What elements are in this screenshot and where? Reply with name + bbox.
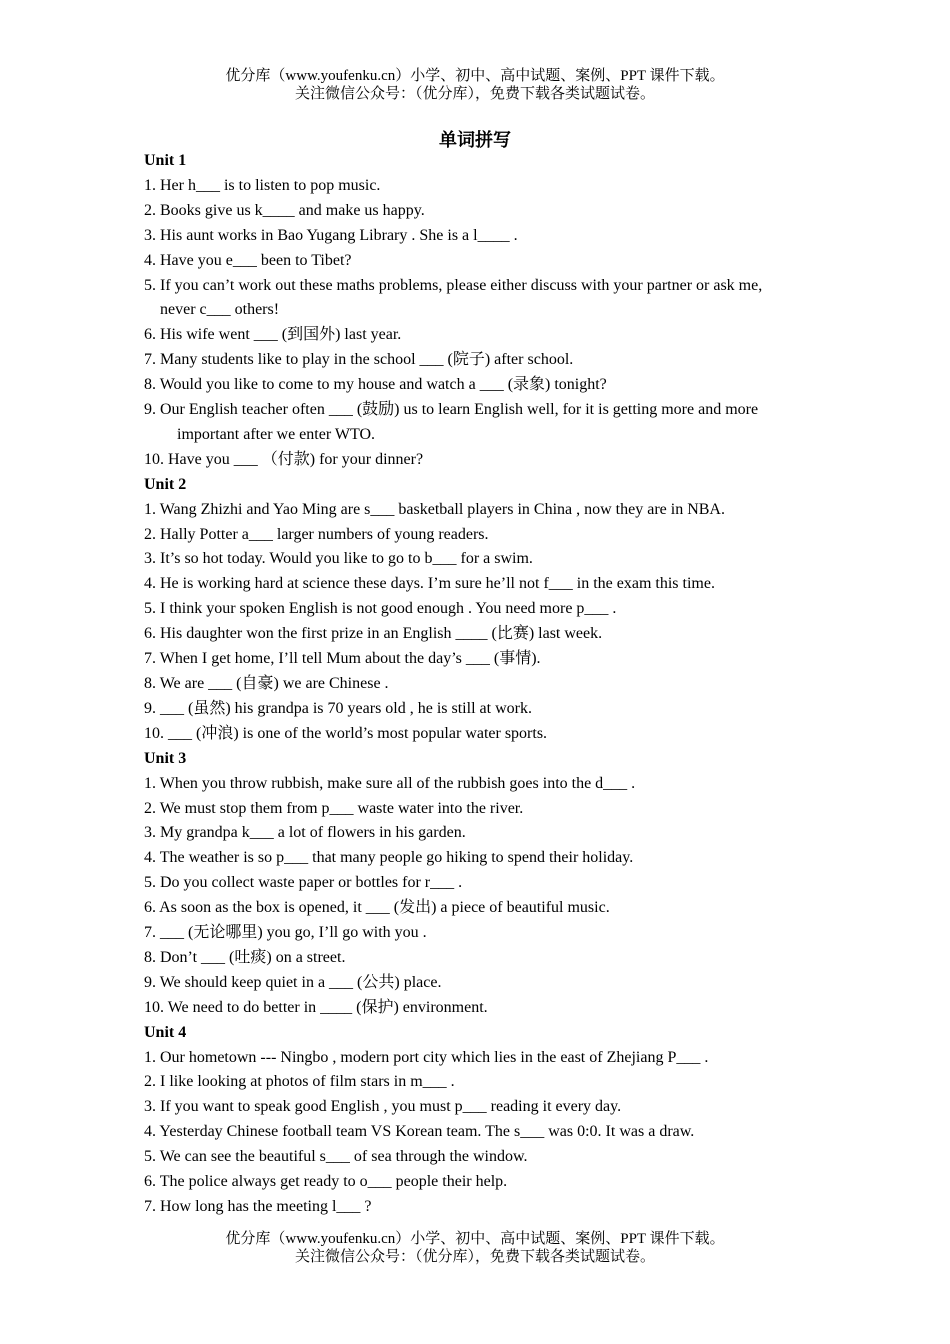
exercise-text: 4. The weather is so p___ that many people go hiking to spend their holiday. <box>144 849 634 867</box>
exercise-text: 5. I think your spoken English is not good enough . You need more p___ . <box>144 600 617 618</box>
exercise-text: 10. ___ (冲浪) is one of the world’s most popular water sports. <box>144 724 548 742</box>
exercise-item <box>144 622 824 647</box>
exercise-text: 7. ___ (无论哪里) you go, I’ll go with you . <box>144 924 427 942</box>
exercise-item <box>144 672 824 697</box>
exercise-item <box>144 896 824 921</box>
exercise-item <box>144 1120 824 1145</box>
exercise-item <box>144 498 824 523</box>
exercise-item <box>144 323 824 348</box>
exercise-text: 8. Don’t ___ (吐痰) on a street. <box>144 948 346 966</box>
exercise-text: 8. Would you like to come to my house and watch a ___ (录象) tonight? <box>144 376 607 394</box>
exercise-text: 6. His daughter won the first prize in an English ____ (比赛) last week. <box>144 625 603 643</box>
exercise-item <box>144 946 824 971</box>
exercise-item <box>144 373 824 398</box>
exercise-text: 5. If you can’t work out these maths problems, please either discuss with your partner or ask me, <box>144 276 763 294</box>
exercise-text: 4. Have you e___ been to Tibet? <box>144 251 352 269</box>
exercise-text: 1. Our hometown --- Ningbo , modern port city which lies in the east of Zhejiang P___ . <box>144 1048 709 1066</box>
header-line-2: 关注微信公众号：（优分库），免费下载各类试题试卷。 <box>294 86 655 102</box>
exercise-text: 9. ___ (虽然) his grandpa is 70 years old , he is still at work. <box>144 699 532 717</box>
exercise-text: 2. We must stop them from p___ waste water into the river. <box>144 799 524 817</box>
exercise-text: 6. As soon as the box is opened, it ___ (发出) a piece of beautiful music. <box>144 899 610 917</box>
exercise-text: 6. His wife went ___ (到国外) last year. <box>144 326 402 344</box>
exercise-text: 7. How long has the meeting l___ ? <box>144 1198 372 1215</box>
exercise-text: 9. Our English teacher often ___ (鼓励) us to learn English well, for it is getting more and more <box>144 401 759 419</box>
footer-line-1: 优分库（www.youfenku.cn）小学、初中、高中试题、案例、PPT 课件下载。 <box>225 1231 725 1247</box>
footer-line-2: 关注微信公众号：（优分库），免费下载各类试题试卷。 <box>294 1249 655 1265</box>
exercise-text: 4. He is working hard at science these days. I’m sure he’ll not f___ in the exam this time. <box>144 575 715 593</box>
exercise-item <box>144 846 824 871</box>
exercise-item <box>144 1070 824 1095</box>
unit-heading: Unit 2 <box>144 475 187 493</box>
header-line-1: 优分库（www.youfenku.cn）小学、初中、高中试题、案例、PPT 课件下载。 <box>225 68 725 84</box>
exercise-text: 2. Hally Potter a___ larger numbers of young readers. <box>144 525 489 543</box>
exercise-item <box>144 224 824 249</box>
exercise-text: 1. When you throw rubbish, make sure all of the rubbish goes into the d___ . <box>144 774 636 792</box>
exercise-text: 3. My grandpa k___ a lot of flowers in his garden. <box>144 824 466 842</box>
unit-heading: Unit 1 <box>144 152 187 169</box>
exercise-item <box>144 697 824 722</box>
exercise-list <box>144 149 824 1220</box>
exercise-item <box>144 772 824 797</box>
exercise-text: 2. I like looking at photos of film stars in m___ . <box>144 1073 455 1091</box>
exercise-item <box>144 722 824 747</box>
exercise-text: 4. Yesterday Chinese football team VS Korean team. The s___ was 0:0. It was a draw. <box>144 1123 695 1141</box>
exercise-text-continuation: important after we enter WTO. <box>177 425 375 443</box>
exercise-text: 8. We are ___ (自豪) we are Chinese . <box>144 675 389 692</box>
exercise-text: 10. Have you ___ （付款) for your dinner? <box>144 450 424 468</box>
exercise-item <box>144 871 824 896</box>
exercise-item <box>144 398 824 448</box>
page-header <box>0 67 950 103</box>
exercise-item <box>144 523 824 548</box>
exercise-text-continuation: never c___ others! <box>160 301 280 319</box>
unit-heading: Unit 3 <box>144 749 187 767</box>
exercise-text: 2. Books give us k____ and make us happy. <box>144 201 425 219</box>
exercise-text: 10. We need to do better in ____ (保护) environment. <box>144 998 488 1016</box>
exercise-item <box>144 821 824 846</box>
exercise-text: 9. We should keep quiet in a ___ (公共) place. <box>144 973 442 991</box>
exercise-item <box>144 1046 824 1071</box>
exercise-text: 3. It’s so hot today. Would you like to go to b___ for a swim. <box>144 550 533 568</box>
exercise-text: 7. Many students like to play in the school ___ (院子) after school. <box>144 351 574 369</box>
exercise-item <box>144 572 824 597</box>
exercise-item <box>144 971 824 996</box>
exercise-text: 1. Her h___ is to listen to pop music. <box>144 176 381 194</box>
exercise-item <box>144 647 824 672</box>
exercise-item <box>144 199 824 224</box>
exercise-item <box>144 597 824 622</box>
exercise-text: 6. The police always get ready to o___ people their help. <box>144 1173 508 1191</box>
exercise-item <box>144 274 824 324</box>
exercise-item <box>144 249 824 274</box>
exercise-item <box>144 448 824 473</box>
exercise-item <box>144 1195 824 1220</box>
exercise-item <box>144 921 824 946</box>
exercise-item <box>144 348 824 373</box>
exercise-item <box>144 174 824 199</box>
exercise-item <box>144 996 824 1021</box>
exercise-item <box>144 1145 824 1170</box>
page-footer <box>0 1230 950 1266</box>
exercise-text: 7. When I get home, I’ll tell Mum about the day’s ___ (事情). <box>144 650 541 668</box>
exercise-text: 5. We can see the beautiful s___ of sea through the window. <box>144 1148 528 1166</box>
exercise-text: 5. Do you collect waste paper or bottles for r___ . <box>144 874 463 892</box>
page-title: 单词拼写 <box>439 130 511 150</box>
exercise-text: 3. His aunt works in Bao Yugang Library . She is a l____ . <box>144 226 518 244</box>
exercise-item <box>144 797 824 822</box>
exercise-item <box>144 1170 824 1195</box>
unit-heading: Unit 4 <box>144 1023 187 1041</box>
exercise-item <box>144 547 824 572</box>
exercise-text: 1. Wang Zhizhi and Yao Ming are s___ basketball players in China , now they are in NBA. <box>144 500 725 518</box>
exercise-text: 3. If you want to speak good English , you must p___ reading it every day. <box>144 1098 622 1116</box>
exercise-item <box>144 1095 824 1120</box>
